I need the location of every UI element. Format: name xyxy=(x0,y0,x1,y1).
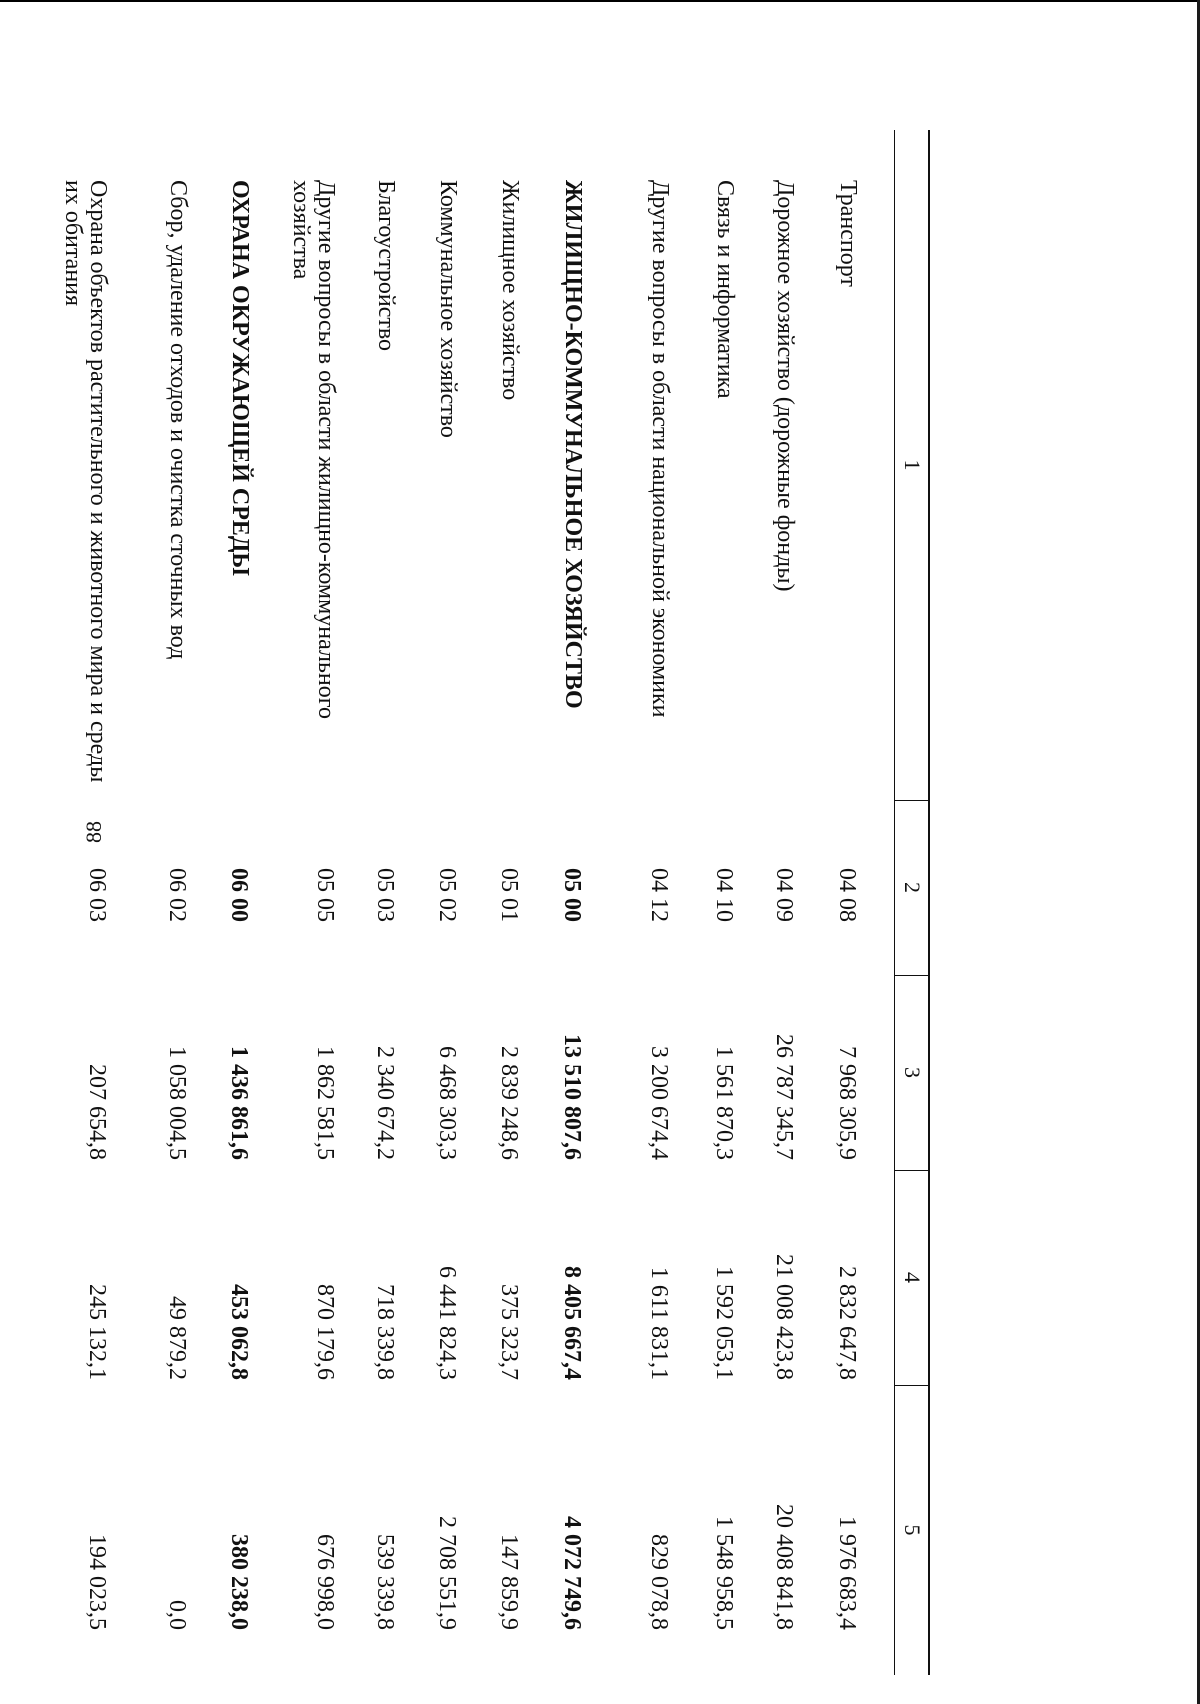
row-value-col3: 1 058 004,5 xyxy=(164,1046,190,1160)
row-value-col3: 207 654,8 xyxy=(84,1064,110,1160)
row-value-col3: 7 968 305,9 xyxy=(834,1046,860,1160)
row-value-col5: 147 859,9 xyxy=(496,1534,522,1630)
row-code: 04 08 xyxy=(834,868,860,922)
row-value-col4: 453 062,8 xyxy=(226,1284,252,1380)
page-number-text: 88 xyxy=(81,821,106,843)
row-value-col5: 1 548 958,5 xyxy=(711,1516,737,1630)
row-code: 04 10 xyxy=(711,868,737,922)
row-name: Другие вопросы в области жилищно-коммунального хозяйства xyxy=(287,180,339,719)
row-name: Транспорт xyxy=(835,180,861,287)
row-value-col4: 1 592 053,1 xyxy=(711,1266,737,1380)
column-number-4: 4 xyxy=(900,1272,925,1283)
row-value-col3: 2 340 674,2 xyxy=(372,1046,398,1160)
row-value-col3: 1 862 581,5 xyxy=(312,1046,338,1160)
row-value-col4: 21 008 423,8 xyxy=(771,1254,797,1380)
row-code: 05 05 xyxy=(312,868,338,922)
row-name: ОХРАНА ОКРУЖАЮЩЕЙ СРЕДЫ xyxy=(227,180,253,576)
row-value-col3: 26 787 345,7 xyxy=(771,1034,797,1160)
row-name: Сбор, удаление отходов и очистка сточных вод xyxy=(165,180,191,660)
row-value-col3: 3 200 674,4 xyxy=(646,1046,672,1160)
row-code: 06 02 xyxy=(164,868,190,922)
row-name: Связь и информатика xyxy=(712,180,738,399)
row-name: Другие вопросы в области национальной экономики xyxy=(647,180,673,718)
row-code: 04 12 xyxy=(646,868,672,922)
row-value-col4: 2 832 647,8 xyxy=(834,1266,860,1380)
row-value-col3: 13 510 807,6 xyxy=(559,1034,585,1160)
row-value-col4: 718 339,8 xyxy=(372,1284,398,1380)
row-code: 06 03 xyxy=(84,868,110,922)
row-value-col3: 1 436 861,6 xyxy=(226,1046,252,1160)
row-name: Коммунальное хозяйство xyxy=(435,180,461,438)
row-value-col3: 6 468 303,3 xyxy=(434,1046,460,1160)
row-name: Жилищное хозяйство xyxy=(497,180,523,401)
row-value-col4: 870 179,6 xyxy=(312,1284,338,1380)
row-name: Благоустройство xyxy=(373,180,399,352)
row-value-col5: 2 708 551,9 xyxy=(434,1516,460,1630)
row-code: 05 03 xyxy=(372,868,398,922)
budget-table xyxy=(30,130,930,1675)
row-name: ЖИЛИЩНО-КОММУНАЛЬНОЕ ХОЗЯЙСТВО xyxy=(560,180,586,709)
column-number-3: 3 xyxy=(900,1067,925,1078)
row-value-col4: 245 132,1 xyxy=(84,1284,110,1380)
row-value-col5: 0,0 xyxy=(164,1600,190,1630)
row-code: 05 02 xyxy=(434,868,460,922)
row-value-col5: 20 408 841,8 xyxy=(771,1504,797,1630)
row-value-col5: 539 339,8 xyxy=(372,1534,398,1630)
row-value-col4: 6 441 824,3 xyxy=(434,1266,460,1380)
row-name: Дорожное хозяйство (дорожные фонды) xyxy=(772,180,798,592)
row-code: 05 00 xyxy=(559,868,585,922)
row-value-col5: 829 078,8 xyxy=(646,1534,672,1630)
column-number-2: 2 xyxy=(900,882,925,893)
row-value-col5: 4 072 749,6 xyxy=(559,1516,585,1630)
row-code: 06 00 xyxy=(226,868,252,922)
row-value-col4: 1 611 831,1 xyxy=(646,1266,672,1380)
row-code: 05 01 xyxy=(496,868,522,922)
row-value-col3: 1 561 870,3 xyxy=(711,1046,737,1160)
row-value-col4: 8 405 667,4 xyxy=(559,1266,585,1380)
row-value-col5: 194 023,5 xyxy=(84,1534,110,1630)
row-value-col4: 49 879,2 xyxy=(164,1296,190,1380)
row-code: 04 09 xyxy=(771,868,797,922)
row-value-col5: 380 238,0 xyxy=(226,1534,252,1630)
row-value-col5: 1 976 683,4 xyxy=(834,1516,860,1630)
row-name: Охрана объектов растительного и животного мира и среды их обитания xyxy=(59,180,111,783)
row-value-col3: 2 839 248,6 xyxy=(496,1046,522,1160)
row-value-col4: 375 323,7 xyxy=(496,1284,522,1380)
column-number-1: 1 xyxy=(900,459,925,471)
row-value-col5: 676 998,0 xyxy=(312,1534,338,1630)
column-number-5: 5 xyxy=(900,1524,925,1536)
